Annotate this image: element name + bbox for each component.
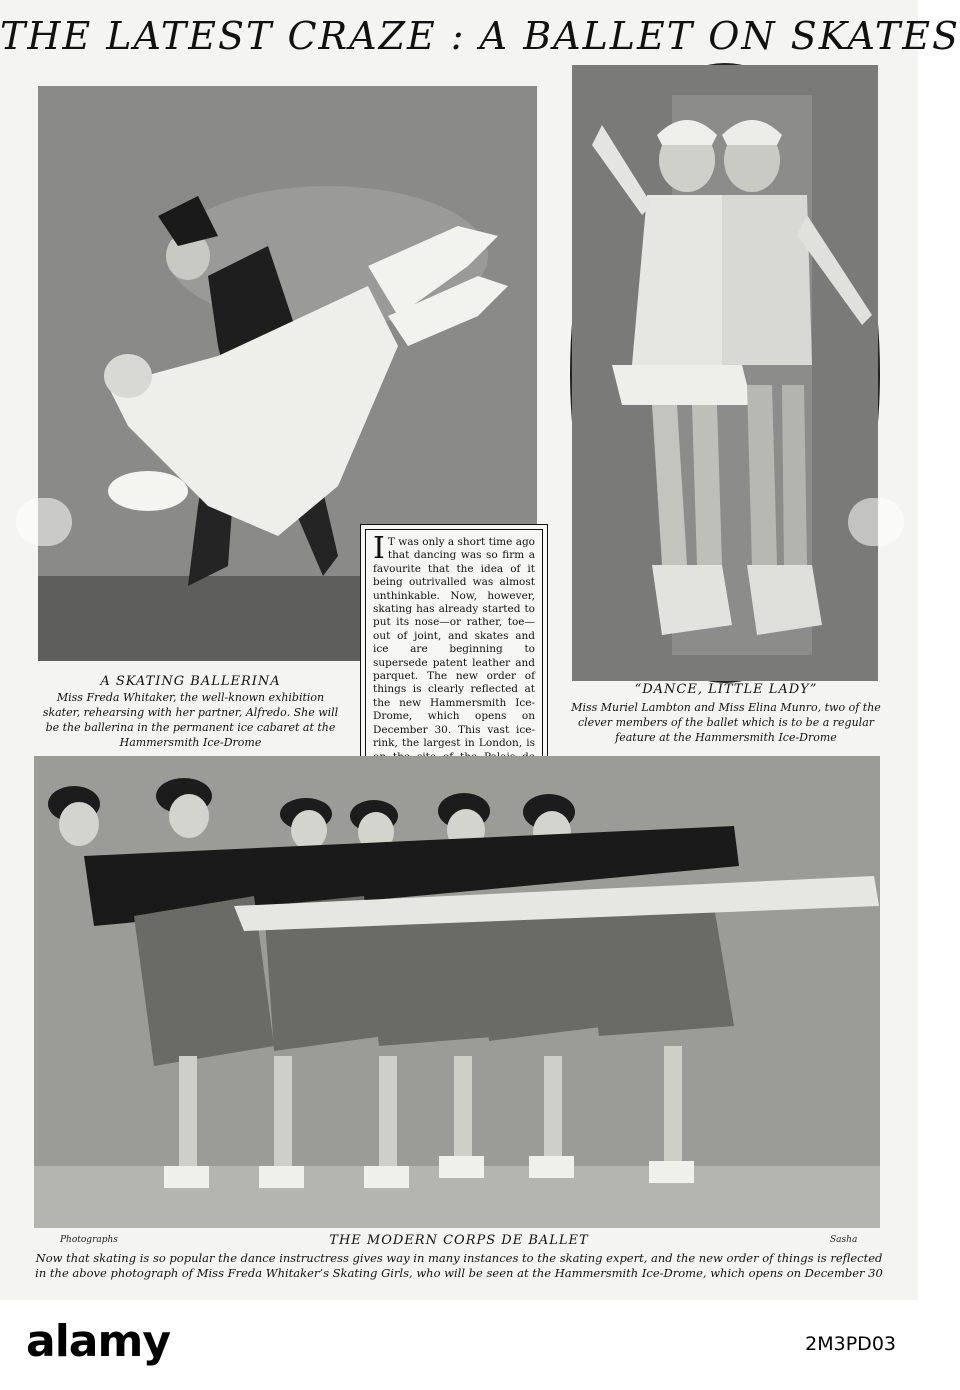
dance-little-lady-photo	[570, 63, 880, 683]
watermark-pill-right	[848, 498, 904, 546]
stock-image-id: 2M3PD03	[805, 1333, 896, 1355]
two-skaters-illustration	[572, 65, 878, 681]
corps-de-ballet-title: THE MODERN CORPS DE BALLET	[329, 1233, 589, 1248]
article-text-box	[360, 524, 548, 764]
dance-little-lady-caption: Miss Muriel Lambton and Miss Elina Munro, two of the clever members of the ballet which is to be a regular feature at the Hammersmith Ice-Drome	[571, 701, 881, 744]
watermark-pill-left	[16, 498, 72, 546]
page-headline: THE LATEST CRAZE : A BALLET ON SKATES	[0, 14, 960, 58]
corps-de-ballet-caption: Now that skating is so popular the dance instructress gives way in many instances to the skating expert, and the new order of things is reflected in the above photograph of Miss Freda Whitaker’s Skating Girls, who will be seen at the Hammersmith Ice-Drome, which opens on December 30	[35, 1251, 883, 1280]
corps-de-ballet-illustration	[34, 756, 880, 1228]
corps-de-ballet-photo	[34, 756, 880, 1228]
photo-credit-left: Photographs	[60, 1235, 118, 1245]
skating-ballerina-title: A SKATING BALLERINA	[100, 674, 281, 689]
skating-ballerina-caption: Miss Freda Whitaker, the well-known exhibition skater, rehearsing with her partner, Alfredo. She will be the ballerina in the permanent ice cabaret at the Hammersmith Ice-Drome	[42, 691, 339, 749]
photo-credit-right: Sasha	[830, 1235, 858, 1245]
article-text-frame	[365, 529, 543, 759]
stock-brand-logo: alamy	[26, 1316, 170, 1367]
article-drop-cap: I	[373, 531, 385, 566]
article-text: T was only a short time ago that dancing was so firm a favourite that the idea of it being outrivalled was almost unthinkable. Now, however, skating has already started to put its nose—or rather, toe—out of joint, and skates and ice are beginning to supersede patent leather and parquet. The new order of things is clearly reflected at the new Hammersmith Ice-Drome, which opens on December 30. This vast ice-rink, the largest in London, is	[373, 536, 535, 750]
dance-little-lady-title: “DANCE, LITTLE LADY”	[634, 682, 818, 697]
